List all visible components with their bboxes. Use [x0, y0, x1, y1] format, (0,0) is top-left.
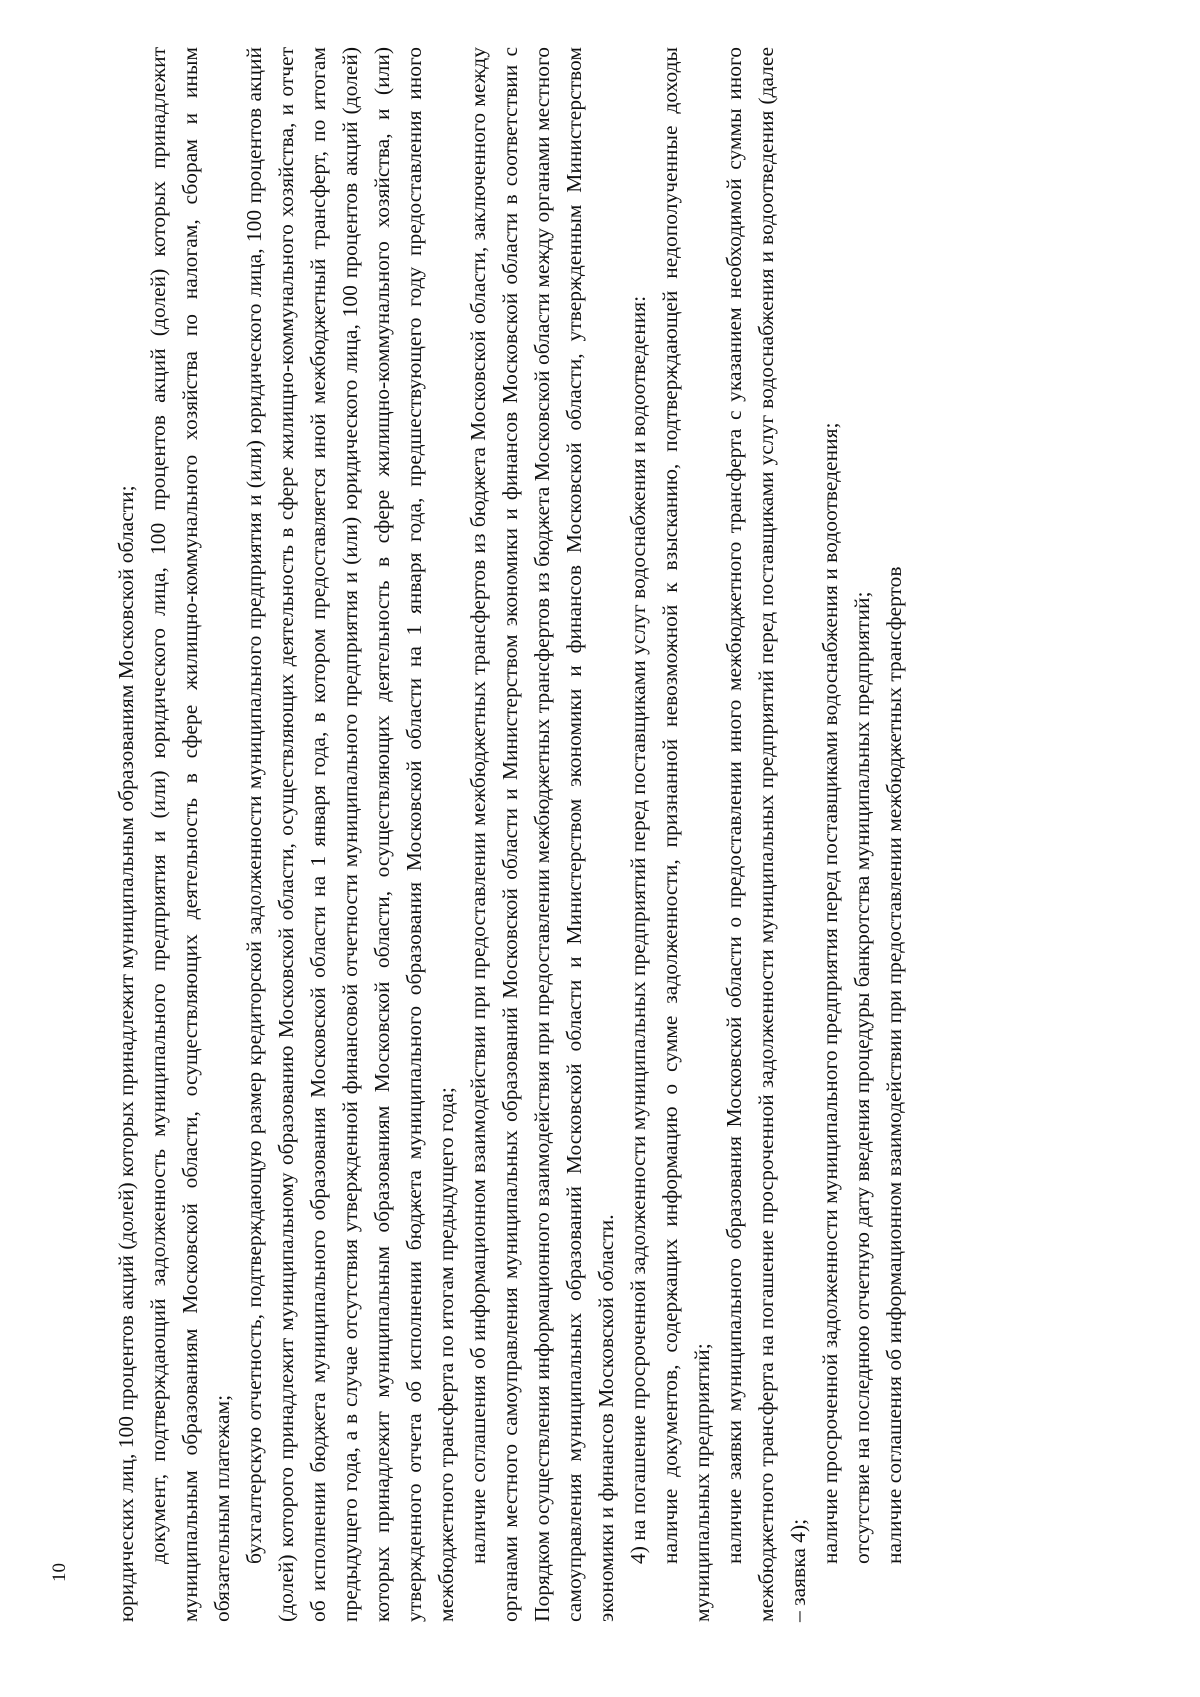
paragraph: документ, подтверждающий задолженность муниципального предприятия и (или) юридического лица, 100 процентов акций (долей) которых принадлежит муниципальным образованиям Московской области, осуществляющих деятельность в сфере жилищно-коммунального хозяйства по налогам, сборам и иным обязательным платежам;: [146, 47, 234, 1622]
paragraph: наличие заявки муниципального образования Московской области о предоставлении иного межбюджетного трансферта с указанием необходимой суммы иного межбюджетного трансферта на погашение просроченной задолженности муниципальных предприятий перед поставщиками услуг водоснабжения и водоотведения (далее – заявка 4);: [722, 47, 810, 1622]
paragraph: наличие соглашения об информационном взаимодействии при предоставлении межбюджетных трансфертов из бюджета Московской области, заключенного между органами местного самоуправления муниципальных образований Московской области и Министерством экономики и финансов Московской области в соответствии с Порядком осуществления информационного взаимодействия при предоставлении межбюджетных трансфертов из бюджета Московской области между органами местного самоуправления муниципальных образований Московской области и Министерством экономики и финансов Московской области, утвержденным Министерством экономики и финансов Московской области.: [466, 47, 618, 1622]
paragraph: наличие соглашения об информационном взаимодействии при предоставлении межбюджетных трансфертов: [882, 566, 906, 1564]
paragraph: отсутствие на последнюю отчетную дату введения процедуры банкротства муниципальных предприятий;: [850, 591, 874, 1564]
paragraph: наличие документов, содержащих информацию о сумме задолженности, признанной невозможной к взысканию, подтверждающей недополученные доходы муниципальных предприятий;: [658, 47, 714, 1622]
paragraph: юридических лиц, 100 процентов акций (долей) которых принадлежит муниципальным образованиям Московской области;: [114, 485, 138, 1622]
paragraph: бухгалтерскую отчетность, подтверждающую размер кредиторской задолженности муниципального предприятия и (или) юридического лица, 100 процентов акций (долей) которого принадлежит муниципальному образованию Московской области, осуществляющих деятельность в сфере жилищно-коммунального хозяйства, и отчет об исполнении бюджета муниципального образования Московской области на 1 января года, в котором предоставляется иной межбюджетный трансферт, по итогам предыдущего года, а в случае отсутствия утвержденной финансовой отчетности муниципального предприятия и (или) юридического лица, 100 процентов акций (долей) которых принадлежит муниципальным образованиям Московской области, осуществляющих деятельность в сфере жилищно-коммунального хозяйства, и (или) утвержденного отчета об исполнении бюджета муниципального образования Московской области на 1 января года, предшествующего году предоставления иного межбюджетного трансферта по итогам предыдущего года;: [242, 47, 458, 1622]
page-number: 10: [49, 1563, 70, 1582]
paragraph: наличие просроченной задолженности муниципального предприятия перед поставщиками водоснабжения и водоотведения;: [818, 422, 842, 1564]
paragraph: 4) на погашение просроченной задолженности муниципальных предприятий перед поставщиками услуг водоснабжения и водоотведения:: [626, 295, 650, 1564]
document-body: [110, 47, 910, 1622]
